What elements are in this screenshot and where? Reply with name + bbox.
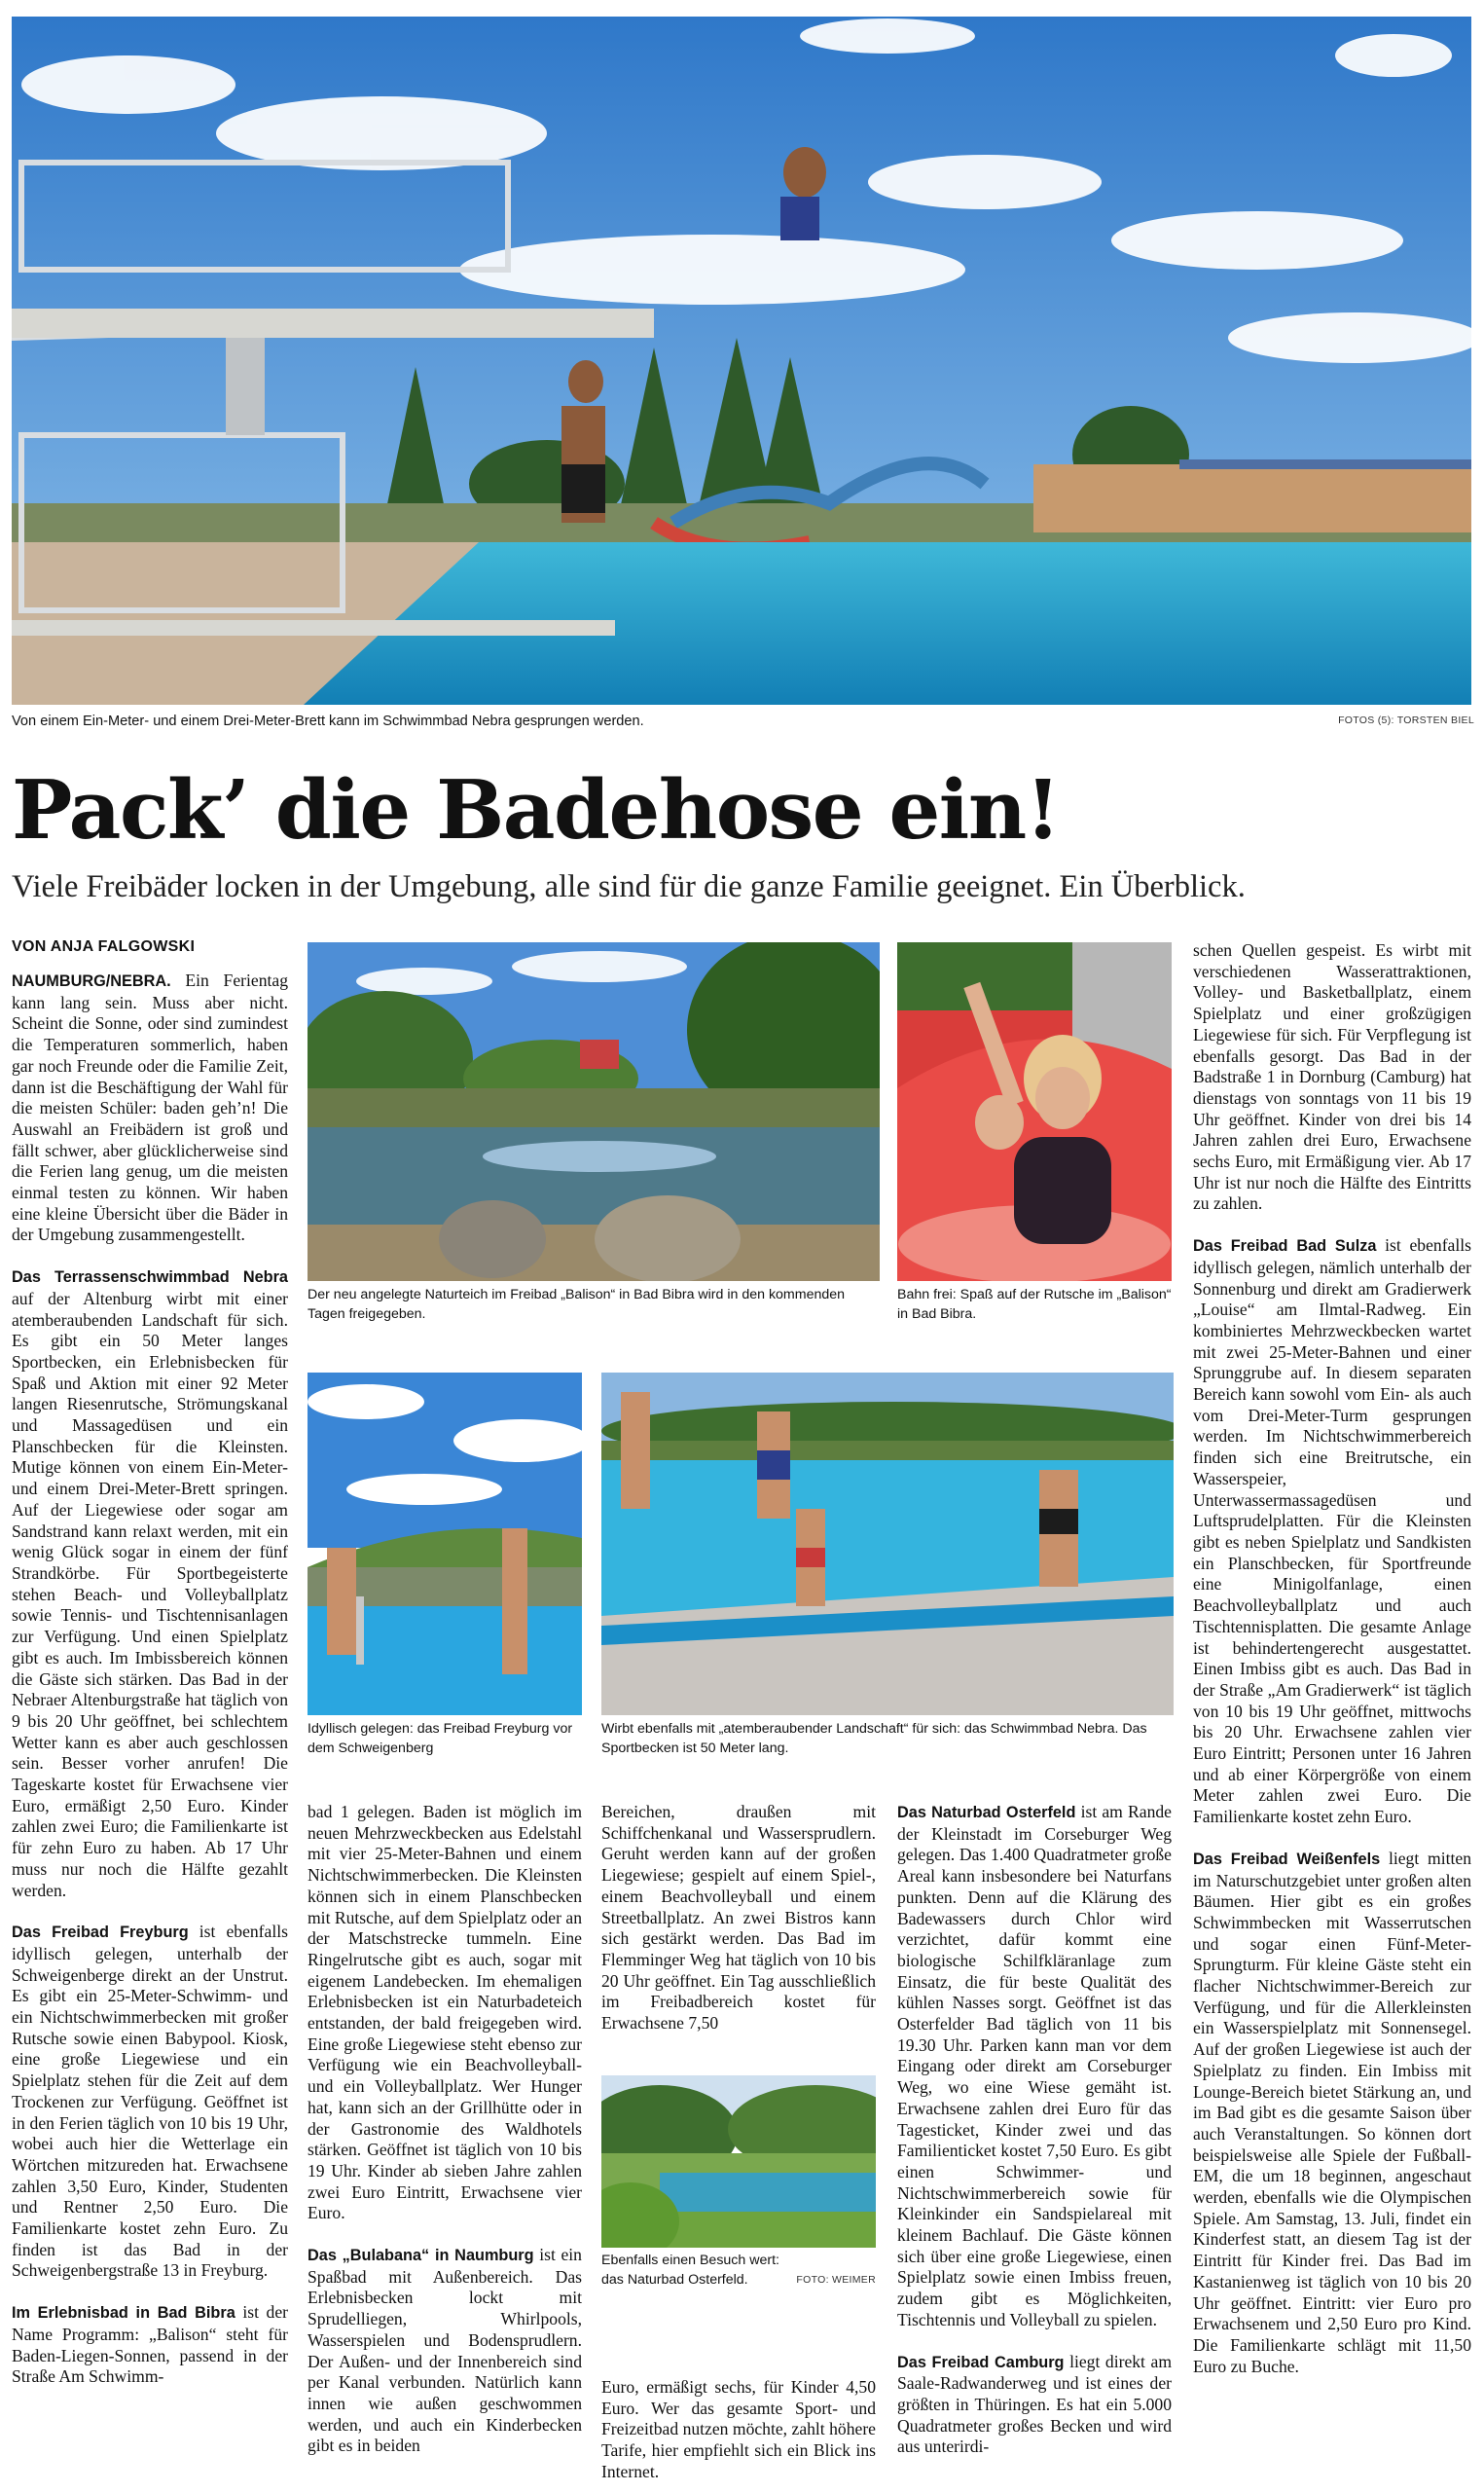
paragraph-nebra: auf der Altenburg wirbt mit einer atemberaubenden Landschaft für sich. Es gibt ein 50 Meter langes Sportbecken, ein Erlebnisbecken für Spaß und Aktion mit einer 92 Meter langen Riesenrutsche, Strömungskanal und Massagedüsen und ein Planschbecken für die Kleinsten. Mutige können von einem Ein-Meter- und einem Drei-Meter-Brett springen. Auf der Liegewiese oder sogar am Sandstrand kann relaxt werden, mit ein wenig Glück sogar in einem der fünf Strandkörbe. Für Sportbegeisterte stehen Beach- und Volleyballplatz sowie Tennis- und Tischtennisanlagen zur Verfügung. Und einen Spielplatz gibt es auch. Im Imbissbereich können die Gäste sich stärken. Das Bad in der Nebraer Altenburgstraße hat täglich von 9 bis 20 Uhr geöffnet, bei schlechtem Wetter kann es aber auch geschlossen sein. Besser vorher anrufen! Die Tageskarte kostet für Erwachsene vier Euro, ermäßigt 2,50 Euro. Kinder zahlen zwei Euro; die Familienkarte ist für zehn Euro zu haben. Ab 17 Uhr muss nur noch die Hälfte gezahlt werden. xyxy=(12,1288,288,1900)
subhead-nebra: Das Terrassenschwimmbad Nebra xyxy=(12,1268,288,1287)
subhead-bulabana: Das „Bulabana“ in Naumburg xyxy=(308,2247,534,2265)
caption-nebra: Wirbt ebenfalls mit „atemberaubender Landschaft“ für sich: das Schwimmbad Nebra. Das Sportbecken ist 50 Meter lang. xyxy=(601,1721,1147,1756)
paragraph-weissenfels: liegt mitten im Naturschutzgebiet unter großen alten Bäumen. Hier gibt es ein großes Schwimmbecken mit Wasserrutschen und sogar einen Fünf-Meter-Sprungturm. Für kleine Gäste steht ein flacher Nichtschwimmer-Bereich zur Verfügung, und für die Allerkleinsten ein Wasserspielplatz mit Sonnensegel. Auf der großen Liegewiese ist auch der Spielplatz zu finden. Ein Imbiss mit Lounge-Bereich bietet Stärkung an, und im Bad gibt es die gesamte Saison über auch Veranstaltungen. So können dort beispielsweise alle Spiele der Fußball-EM, die um 18 beginnen, angeschaut werden, ebenfalls wie die Olympischen Spiele. Am Samstag, 13. Juli, findet ein Kinderfest statt, an diesem Tag ist der Eintritt für Kinder frei. Das Bad im Kastanienweg ist täglich von 10 bis 20 Uhr geöffnet. Eintritt: vier Euro pro Erwachsenem und 2,50 Euro pro Kind. Die Familienkarte schlägt mit 11,50 Euro zu Buche. xyxy=(1193,1848,1471,2376)
photo-naturteich-balison xyxy=(308,942,880,1281)
paragraph-bad-bibra-cont: bad 1 gelegen. Baden ist möglich im neuen Mehrzweckbecken aus Edelstahl mit vier 25-Meter-Bahnen und einem Nichtschwimmerbecken. Die Kleinsten können sich in einem Planschbecken mit Rutsche, auf dem Spielplatz oder an der Matschstrecke tummeln. Eine Ringelrutsche gibt es auch, sogar mit eigenem Landebecken. Im ehemaligen Erlebnisbecken ist ein Naturbadeteich entstanden, der bald freigegeben wird. Eine große Liegewiese steht ebenso zur Verfügung wie ein Beachvolleyball- und ein Volleyballplatz. Wer Hunger hat, kann sich an der Grillhütte oder in der Gastronomie des Waldhotels stärken. Geöffnet ist täglich von 10 bis 19 Uhr. Kinder ab sieben Jahre zahlen zwei Euro Eintritt, Erwachsene vier Euro. xyxy=(308,1802,582,2223)
byline: VON ANJA FALGOWSKI xyxy=(12,938,196,955)
paragraph-freyburg: ist ebenfalls idyllisch gelegen, unterhalb der Schweigenberge direkt an der Unstrut. Es gibt ein 25-Meter-Schwimm- und ein Nichtschwimmerbecken mit großer Rutsche sowie einen Babypool. Kiosk, eine große Liegewiese und ein Spielplatz stehen für die Zeit auf dem Trockenen zur Verfügung. Geöffnet ist in den Ferien täglich von 10 bis 19 Uhr, wobei auch hier die Wetterlage ein Wörtchen mitzureden hat. Erwachsene zahlen 3,50 Euro, Kinder, Studenten und Rentner 2,50 Euro. Die Familienkarte kostet zehn Euro. Zu finden ist das Bad in der Schweigenbergstraße 13 in Freyburg. xyxy=(12,1922,288,2281)
photo-freibad-freyburg xyxy=(308,1373,582,1715)
subhead-osterfeld: Das Naturbad Osterfeld xyxy=(897,1804,1076,1821)
paragraph-bulabana-end: Euro, ermäßigt sechs, für Kinder 4,50 Euro. Wer das gesamte Sport- und Freizeitbad nutzen möchte, zahlt höhere Tarife, hier empfiehlt sich ein Blick ins Internet. xyxy=(601,2377,876,2481)
caption-freyburg: Idyllisch gelegen: das Freibad Freyburg vor dem Schweigenberg xyxy=(308,1721,573,1756)
paragraph-bulabana-cont: Bereichen, draußen mit Schiffchenkanal und Wassersprudlern. Geruht werden kann auf der großen Liegewiese; gespielt auf einem Spiel-, einem Beachvolleyball und einem Streetballplatz. An zwei Bistros kann sich gestärkt werden. Das Bad im Flemminger Weg hat täglich von 10 bis 20 Uhr geöffnet. Ein Tag ausschließlich im Freibadbereich kostet für Erwachsene 7,50 xyxy=(601,1802,876,2034)
photo-naturbad-osterfeld xyxy=(601,2075,876,2248)
headline: Pack’ die Badehose ein! xyxy=(12,762,1060,858)
hero-credit: FOTOS (5): TORSTEN BIEL xyxy=(1338,715,1474,726)
subhead-camburg: Das Freibad Camburg xyxy=(897,2353,1065,2371)
paragraph-camburg-cont: schen Quellen gespeist. Es wirbt mit verschiedenen Wasserattraktionen, Volley- und Basketballplatz, einem Spielplatz und einer großzügigen Liegewiese für sich. Für Verpflegung ist ebenfalls gesorgt. Das Bad in der Badstraße 1 in Dornburg (Camburg) hat dienstags von sonntags von 11 bis 19 Uhr geöffnet. Kinder von drei bis 14 Jahren zahlen drei Euro, Erwachsene sechs Euro, mit Ermäßigung vier. Ab 17 Uhr ist nur noch die Hälfte des Eintritts zu zahlen. xyxy=(1193,940,1471,1214)
subhead-weissenfels: Das Freibad Weißenfels xyxy=(1193,1850,1381,1868)
caption-rutsche: Bahn frei: Spaß auf der Rutsche im „Balison“ in Bad Bibra. xyxy=(897,1287,1172,1322)
subhead-freyburg: Das Freibad Freyburg xyxy=(12,1924,189,1942)
article-column-2 xyxy=(308,1802,582,2457)
subhead-bad-bibra: Im Erlebnisbad in Bad Bibra xyxy=(12,2304,235,2323)
article-column-5 xyxy=(1193,940,1471,2377)
hero-caption: Von einem Ein-Meter- und einem Drei-Meter-Brett kann im Schwimmbad Nebra gesprungen werden. xyxy=(12,714,644,729)
paragraph-osterfeld: ist am Rande der Kleinstadt im Corseburger Weg gelegen. Das 1.400 Quadratmeter große Areal kann insbesondere bei Naturfans punkten. Denn auf die Klärung des Badewassers durch Chlor wird verzichtet, dafür kommt eine biologische Schilfkläranlage zum Einsatz, die für beste Qualität des kühlen Nasses sorgt. Geöffnet ist das Osterfelder Bad täglich von 11 bis 19.30 Uhr. Parken kann man vor dem Eingang oder direkt am Corseburger Weg, wo eine Wiese gemäht ist. Erwachsene zahlen drei Euro für das Tagesticket, Kinder zwei und das Familienticket kostet 7,50 Euro. Es gibt einen Schwimmer- und Nichtschwimmerbereich sowie für Kleinkinder ein Sandspielareal mit kleinem Bachlauf. Die Gäste können sich über eine große Liegewiese, einen Spielplatz sowie einen Imbiss freuen, zudem gibt es Möglichkeiten, Tischtennis und Volleyball zu spielen. xyxy=(897,1802,1172,2329)
paragraph-bad-sulza: ist ebenfalls idyllisch gelegen, nämlich unterhalb der Sonnenburg und direkt am Gradierwerk „Louise“ am Ilmtal-Radweg. Ein kombiniertes Mehrzweckbecken wartet mit zwei 25-Meter-Bahnen und einer Sprunggrube auf. In diesem separaten Bereich kann sowohl vom Ein- als auch vom Drei-Meter-Turm gesprungen werden. Im Nichtschwimmerbereich finden sich eine Breitrutsche, ein Wasserspeier, Unterwassermassagedüsen und Luftsprudelplatten. Für die Kleinsten gibt es neben Spielplatz und Sandkisten ein Planschbecken, für Sportfreunde eine Minigolfanlage, einen Beachvolleyballplatz und auch Tischtennisplatten. Die gesamte Anlage ist behindertengerecht ausgestattet. Einen Imbiss gibt es auch. Das Bad in der Straße „Am Gradierwerk“ ist täglich von 10 bis 19 Uhr geöffnet, mittwochs bis 20 Uhr. Erwachsene zahlen vier Euro Eintritt; Personen unter 16 Jahren und ab einer Körpergröße von einem Meter zahlen zwei Euro. Die Familienkarte kostet zehn Euro. xyxy=(1193,1235,1471,1827)
credit-osterfeld: FOTO: WEIMER xyxy=(796,2274,876,2286)
hero-photo-nebra-diving xyxy=(12,17,1471,705)
article-column-3-bottom xyxy=(601,2377,876,2483)
photo-schwimmbad-nebra xyxy=(601,1373,1174,1715)
paragraph-bulabana: ist ein Spaßbad mit Außenbereich. Das Erlebnisbecken lockt mit Sprudelliegen, Whirlpools, Wasserspielen und Bodensprudlern. Der Außen- und der Innenbereich sind per Kanal verbunden. Natürlich kann innen wie außen geschwommen werden, und auch ein Kinderbecken gibt es in beiden xyxy=(308,2245,582,2456)
subheadline: Viele Freibäder locken in der Umgebung, alle sind für die ganze Familie geeignet. Ein Überblick. xyxy=(12,869,1246,904)
subhead-bad-sulza: Das Freibad Bad Sulza xyxy=(1193,1237,1377,1256)
photo-rutsche-balison xyxy=(897,942,1172,1281)
caption-naturteich: Der neu angelegte Naturteich im Freibad „Balison“ in Bad Bibra wird in den kommenden Tagen freigegeben. xyxy=(308,1287,846,1322)
paragraph-camburg: liegt direkt am Saale-Radwanderweg und ist eines der größten in Thüringen. Es hat ein 5.000 Quadratmeter großes Becken und wird aus unterirdi- xyxy=(897,2351,1173,2457)
article-column-3 xyxy=(601,1802,876,2034)
article-column-1 xyxy=(12,971,288,2388)
caption-osterfeld: Ebenfalls einen Besuch wert: das Naturbad Osterfeld. xyxy=(601,2253,779,2288)
paragraph-bad-bibra: ist der Name Programm: „Balison“ steht für Baden-Liegen-Sonnen, passend in der Straße Am Schwimm- xyxy=(12,2302,288,2387)
article-column-4 xyxy=(897,1802,1172,2458)
dateline: NAUMBURG/NEBRA. xyxy=(12,972,171,990)
paragraph-intro: Ein Ferientag kann lang sein. Muss aber nicht. Scheint die Sonne, oder sind zumindest die Temperaturen sommerlich, haben gar noch Freunde oder die Familie Zeit, dann ist die Beschäftigung der Wahl für die meisten Schüler: baden geh’n! Die Auswahl an Freibädern ist groß und fällt schwer, aber glücklicherweise sind die Ferien lang genug, um die meisten einmal testen zu können. Wir haben eine kleine Übersicht über die Bäder in der Umgebung zusammengestellt. xyxy=(12,971,288,1245)
